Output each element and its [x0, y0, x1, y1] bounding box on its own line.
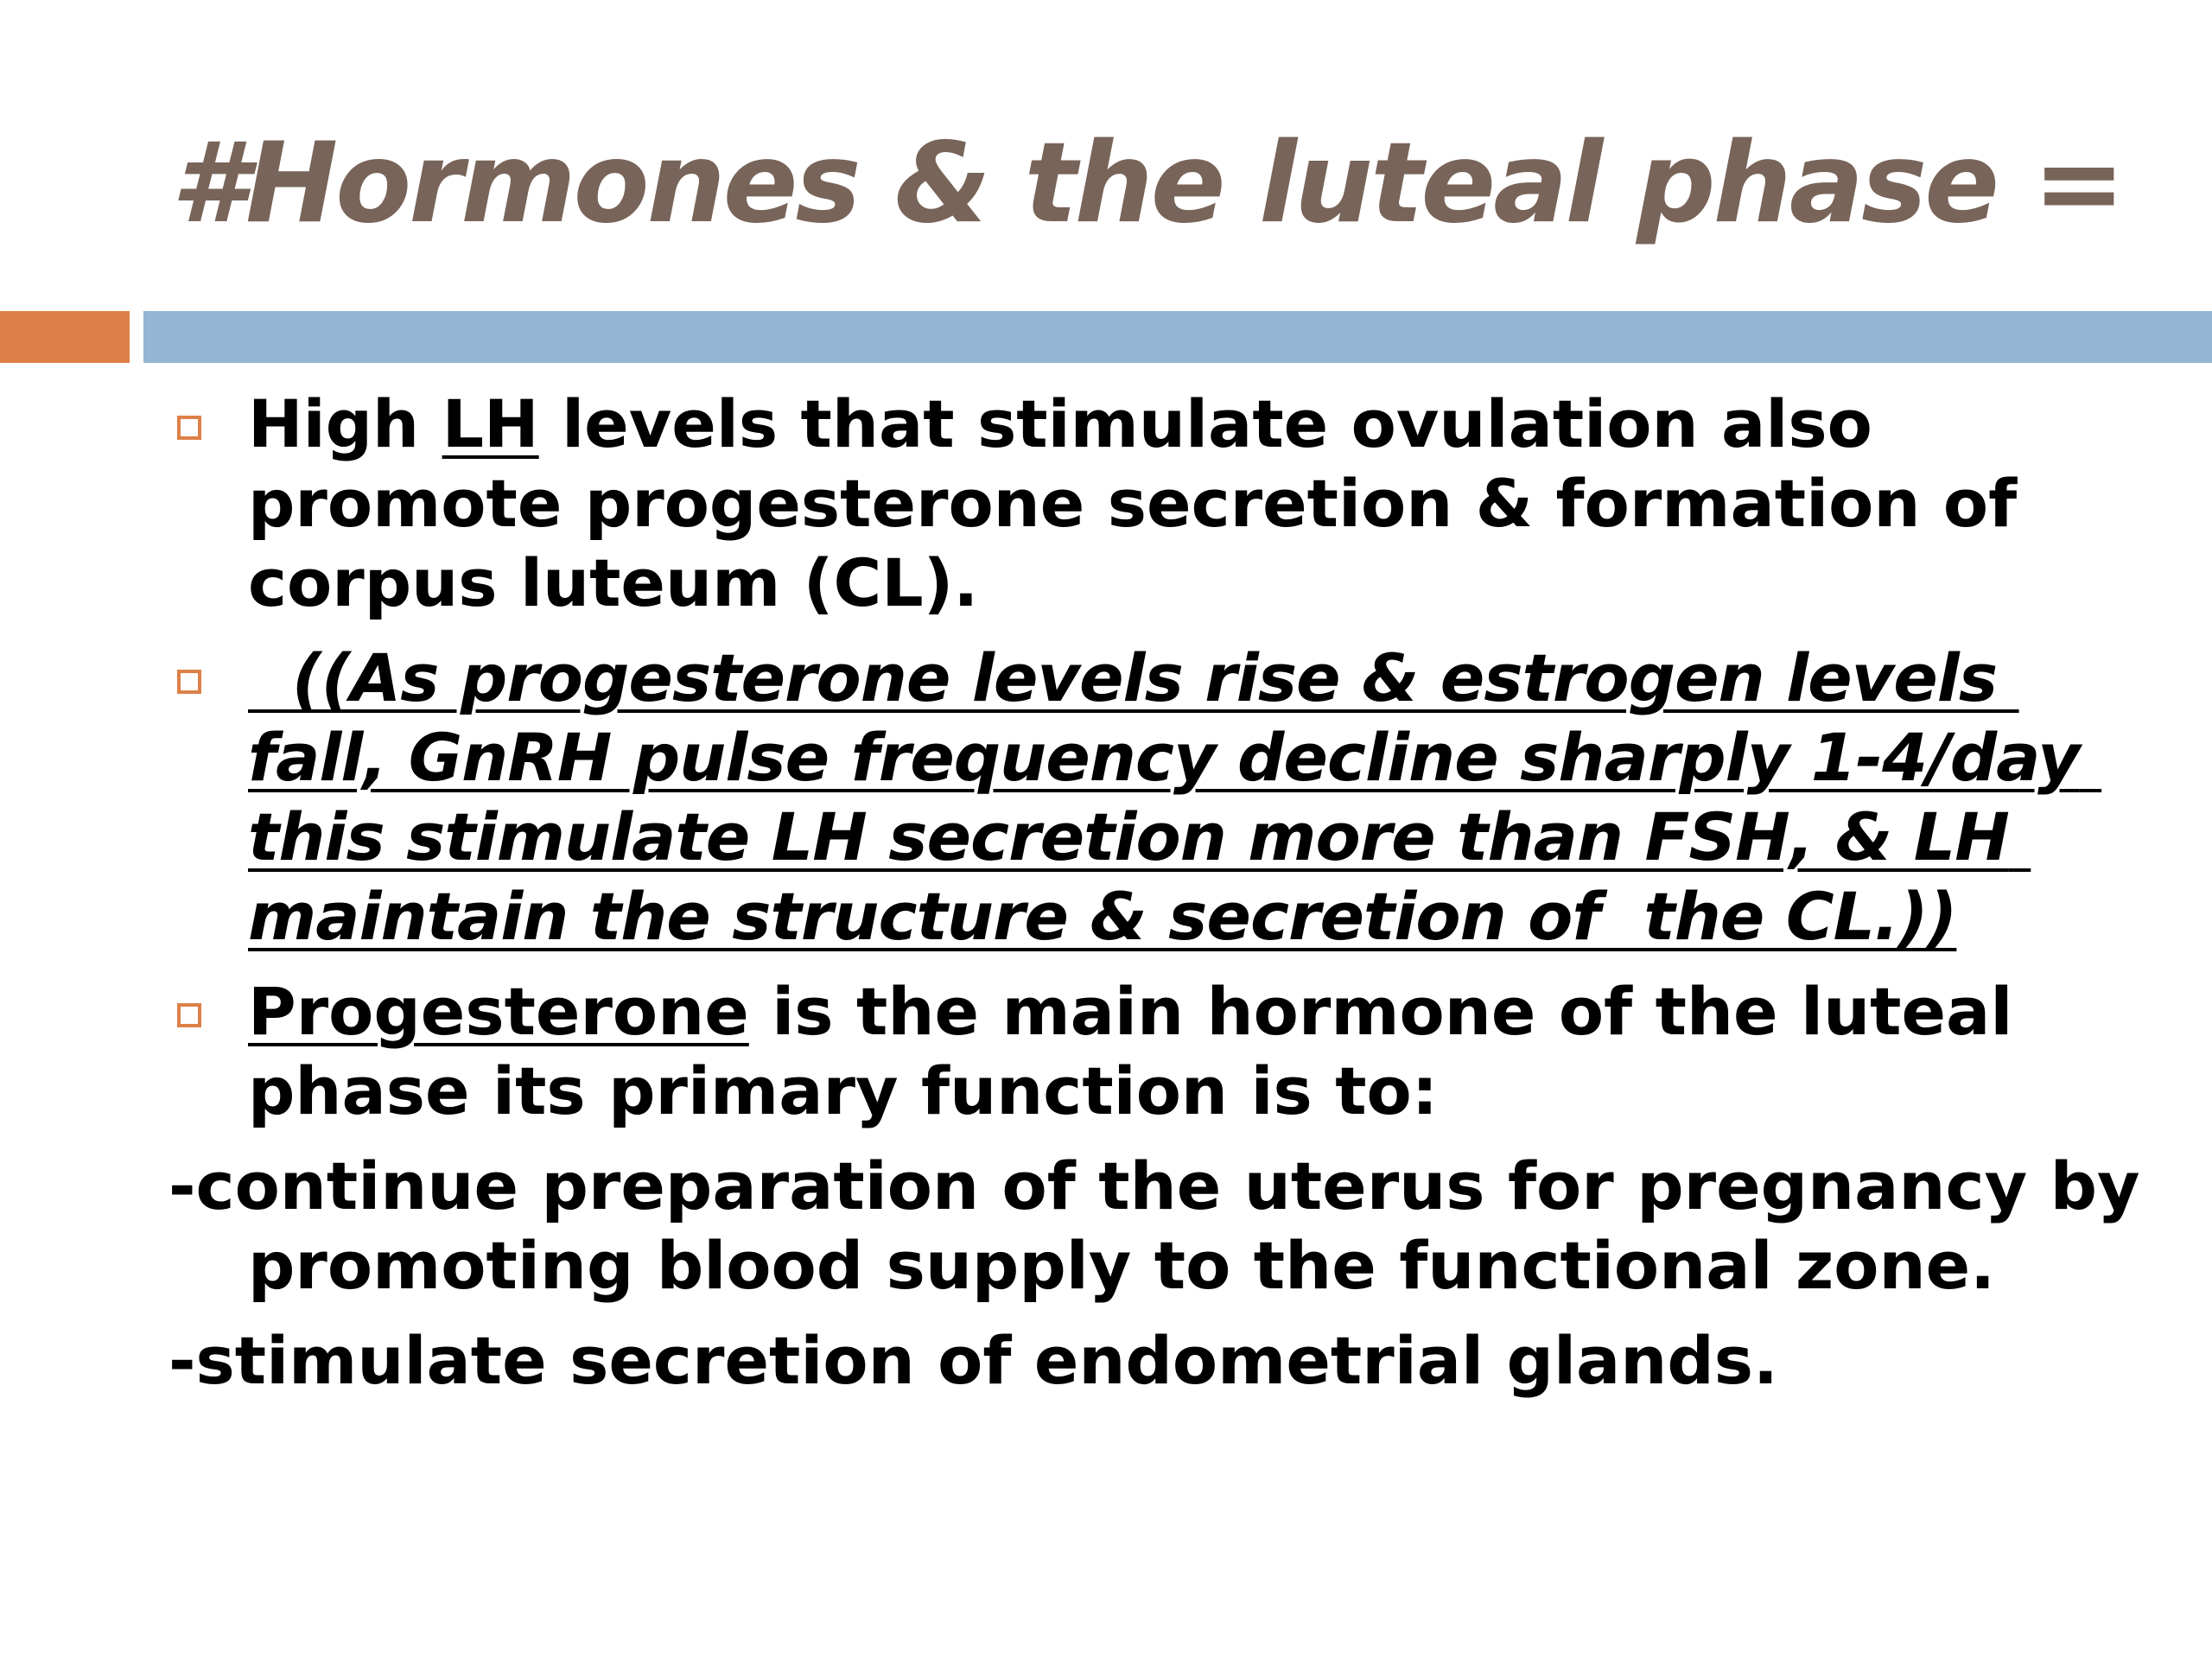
square-bullet-icon: [177, 1003, 201, 1027]
slide-body: [168, 385, 2156, 1416]
bullet-text-prefix: High: [248, 385, 442, 462]
bullet-text-italic: ((As progesterone levels rise & estrogen levels fall, GnRH pulse frequency decline sharply 1-4/day this stimulate LH secretion more than FSH, & LH maintain the structure & secretion of the CL.)): [248, 639, 2102, 955]
accent-bar: [0, 311, 130, 363]
bullet-text-underlined: Progesterone: [248, 973, 749, 1050]
function-line-uterus: -continue preparation of the uterus for pregnancy by promoting blood supply to the functional zone.: [168, 1147, 2140, 1304]
bullet-text-underlined: LH: [442, 385, 539, 462]
bullet-item-progesterone: [168, 972, 2156, 1131]
square-bullet-icon: [177, 670, 201, 694]
bullet-text: [248, 385, 2017, 621]
title-divider-bar: [143, 311, 2212, 363]
bullet-text-suffix: is the main hormone of the luteal phase its primary function is to:: [248, 973, 2013, 1129]
slide-title: #Hormones & the luteal phase =: [171, 119, 2123, 248]
function-line-glands: -stimulate secretion of endometrial glands.: [168, 1322, 1778, 1399]
bullet-text: [248, 973, 2012, 1129]
square-bullet-icon: [177, 416, 201, 440]
bullet-text-suffix: levels that stimulate ovulation also promote progesterone secretion & formation of corpus luteum (CL).: [248, 385, 2018, 621]
bullet-item-gnrh: [168, 639, 2156, 957]
bullet-item-lh: [168, 385, 2156, 623]
